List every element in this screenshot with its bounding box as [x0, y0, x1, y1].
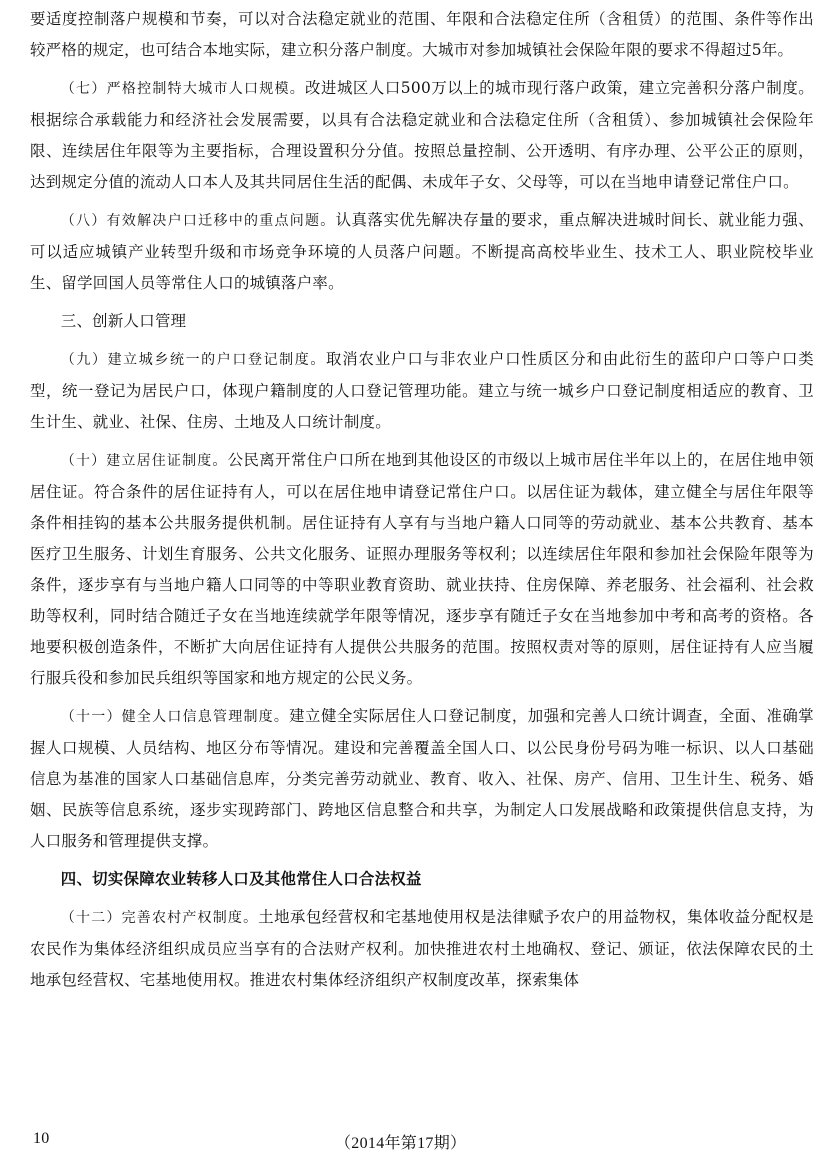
paragraph-text: 改进城区人口500万以上的城市现行落户政策，建立完善积分落户制度。根据综合承载能力和经济社会发展需要，以具有合法稳定就业和合法稳定住所（含租赁）、参加城镇社会保险年限、连续居住年限等为主要指标，合理设置积分分值。按照总量控制、公开透明、有序办理、公平公正的原则，达到规定分值的流动人口本人及其共同居住生活的配偶、未成年子女、父母等，可以在当地申请登记常住户口。 — [30, 79, 815, 191]
page-footer — [0, 1128, 827, 1156]
paragraph-lead: （九）建立城乡统一的户口登记制度。 — [60, 352, 326, 368]
paragraph-lead: （十）建立居住证制度。 — [60, 453, 228, 469]
issue-label: （2014年第17期） — [335, 1135, 467, 1152]
paragraph-item-11 — [30, 701, 814, 857]
page-number: 10 — [33, 1130, 50, 1147]
document-body — [30, 4, 814, 1003]
section-heading-4: 四、切实保障农业转移人口及其他常住人口合法权益 — [60, 870, 422, 888]
section-heading-3: 三、创新人口管理 — [60, 312, 187, 330]
paragraph-lead: （七）严格控制特大城市人口规模。 — [60, 81, 306, 97]
paragraph-item-12 — [30, 902, 814, 996]
paragraph-lead: （十二）完善农村产权制度。 — [60, 910, 259, 926]
paragraph-text: 土地承包经营权和宅基地使用权是法律赋予农户的用益物权，集体收益分配权是农民作为集体经济组织成员应当享有的合法财产权利。加快推进农村土地确权、登记、颁证，依法保障农民的土地承包经营权、宅基地使用权。推进农村集体经济组织产权制度改革，探索集体 — [30, 908, 814, 989]
paragraph-continuation — [30, 4, 814, 66]
paragraph-text: 建立健全实际居住人口登记制度，加强和完善人口统计调查，全面、准确掌握人口规模、人员结构、地区分布等情况。建设和完善覆盖全国人口、以公民身份号码为唯一标识、以人口基础信息为基准的国家人口基础信息库，分类完善劳动就业、教育、收入、社保、房产、信用、卫生计生、税务、婚姻、民族等信息系统，逐步实现跨部门、跨地区信息整合和共享，为制定人口发展战略和政策提供信息支持，为人口服务和管理提供支撑。 — [30, 707, 815, 850]
paragraph-lead: （十一）健全人口信息管理制度。 — [60, 709, 290, 725]
paragraph-text: 公民离开常住户口所在地到其他设区的市级以上城市居住半年以上的，在居住地申领居住证。符合条件的居住证持有人，可以在居住地申请登记常住户口。以居住证为载体，建立健全与居住年限等条件相挂钩的基本公共服务提供机制。居住证持有人享有与当地户籍人口同等的劳动就业、基本公共教育、基本医疗卫生服务、计划生育服务、公共文化服务、证照办理服务等权利；以连续居住年限和参加社会保险年限等为条件，逐步享有与当地户籍人口同等的中等职业教育资助、就业扶持、住房保障、养老服务、社会福利、社会救助等权利，同时结合随迁子女在当地连续就学年限等情况，逐步享有随迁子女在当地参加中考和高考的资格。各地要积极创造条件，不断扩大向居住证持有人提供公共服务的范围。按照权责对等的原则，居住证持有人应当履行服兵役和参加民兵组织等国家和地方规定的公民义务。 — [30, 451, 814, 687]
paragraph-text: 要适度控制落户规模和节奏，可以对合法稳定就业的范围、年限和合法稳定住所（含租赁）的范围、条件等作出较严格的规定，也可结合本地实际，建立积分落户制度。大城市对参加城镇社会保险年限的要求不得超过5年。 — [30, 10, 814, 59]
paragraph-item-8 — [30, 205, 814, 299]
paragraph-text: 认真落实优先解决存量的要求，重点解决进城时间长、就业能力强、可以适应城镇产业转型升级和市场竞争环境的人员落户问题。不断提高高校毕业生、技术工人、职业院校毕业生、留学回国人员等常住人口的城镇落户率。 — [30, 211, 814, 292]
paragraph-text: 取消农业户口与非农业户口性质区分和由此衍生的蓝印户口等户口类型，统一登记为居民户口，体现户籍制度的人口登记管理功能。建立与统一城乡户口登记制度相适应的教育、卫生计生、就业、社保、住房、土地及人口统计制度。 — [30, 350, 814, 431]
paragraph-item-7 — [30, 73, 814, 198]
paragraph-item-10 — [30, 445, 814, 694]
paragraph-lead: （八）有效解决户口迁移中的重点问题。 — [60, 213, 336, 229]
paragraph-item-9 — [30, 344, 814, 438]
